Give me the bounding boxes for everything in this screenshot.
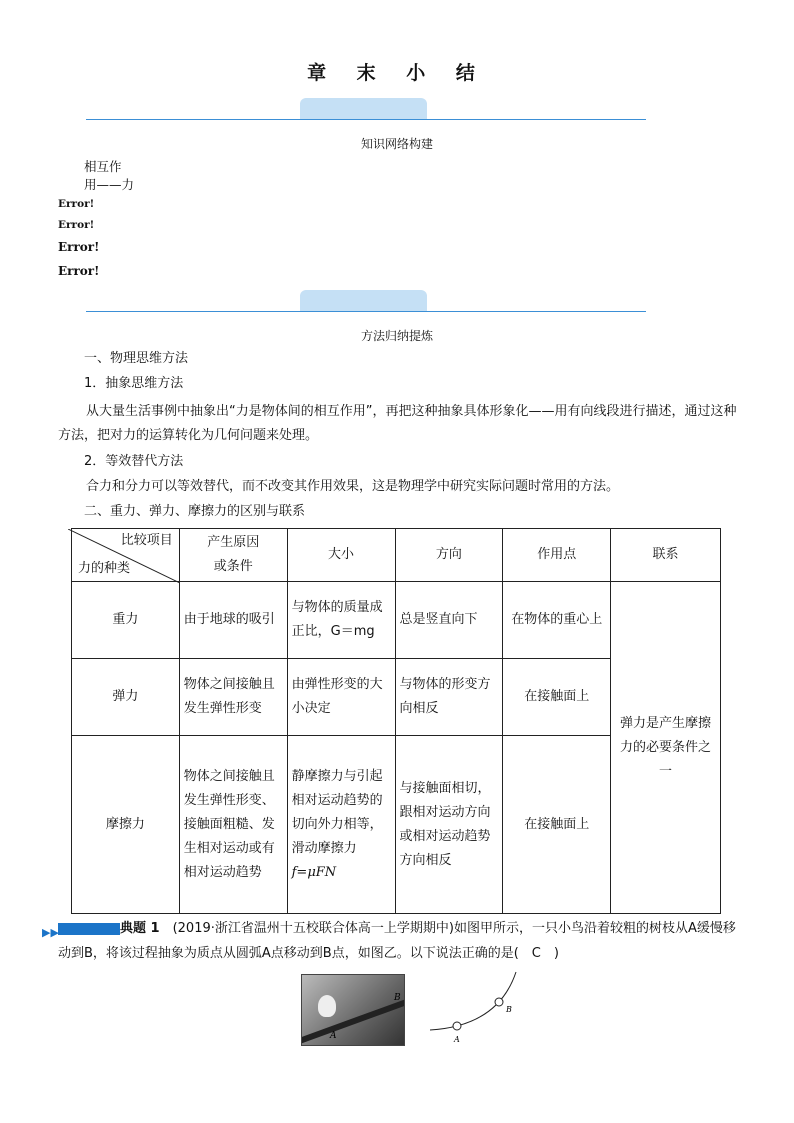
section-tab — [300, 290, 427, 311]
photo-label-b: B — [394, 993, 401, 1003]
figure-arc-diagram — [428, 968, 524, 1048]
page-title: 章 末 小 结 — [307, 62, 487, 84]
section-title-network: 知识网络构建 — [360, 137, 433, 151]
table-header-cause: 产生原因 或条件 — [179, 529, 287, 582]
example-1 — [42, 916, 738, 966]
row-size-cell — [287, 736, 395, 914]
friction-formula: f=μFN — [291, 864, 337, 880]
corner-bottom-label: 力的种类 — [78, 561, 131, 576]
section-title-methods: 方法归纳提炼 — [360, 329, 433, 343]
error-text: Error! — [58, 198, 95, 210]
arc-label-b: B — [506, 1005, 512, 1014]
row-name: 重力 — [72, 582, 180, 659]
corner-top-label: 比较项目 — [120, 533, 173, 548]
heading-2: 二、重力、弹力、摩擦力的区别与联系 — [84, 504, 306, 519]
row-name: 弹力 — [72, 659, 180, 736]
figure-bird-photo — [301, 974, 405, 1046]
network-line-2: 用——力 — [84, 177, 135, 192]
table-header-point: 作用点 — [503, 529, 611, 582]
row-size: 与物体的质量成正比，G＝mg — [287, 582, 395, 659]
comparison-table — [71, 528, 721, 914]
section-tab — [300, 98, 427, 119]
branch-shape — [301, 995, 405, 1045]
table-corner-cell — [72, 529, 180, 582]
row-point: 在接触面上 — [503, 736, 611, 914]
example-marker-icon: ▶▶ — [58, 923, 120, 935]
heading-1-1: 1．抽象思维方法 — [84, 376, 184, 391]
row-size: 由弹性形变的大小决定 — [287, 659, 395, 736]
relation-cell: 弹力是产生摩擦力的必要条件之一 — [611, 582, 721, 914]
row-point: 在接触面上 — [503, 659, 611, 736]
paragraph-abstract-thinking: 从大量生活事例中抽象出“力是物体间的相互作用”，再把这种抽象具体形象化——用有向线段进行描述，通过这种方法，把对力的运算转化为几何问题来处理。 — [58, 404, 737, 443]
arc-label-a: A — [454, 1035, 460, 1044]
network-line-1: 相互作 — [84, 159, 122, 174]
row-cause: 由于地球的吸引 — [179, 582, 287, 659]
table-header-relation: 联系 — [611, 529, 721, 582]
error-text: Error! — [58, 219, 95, 231]
heading-1-2: 2．等效替代方法 — [84, 454, 184, 469]
divider — [86, 311, 646, 312]
divider — [86, 119, 646, 120]
row-name: 摩擦力 — [72, 736, 180, 914]
photo-label-a: A — [330, 1031, 337, 1041]
table-header-row — [72, 529, 721, 582]
bird-shape — [318, 995, 336, 1017]
heading-1: 一、物理思维方法 — [84, 351, 189, 366]
row-direction: 与接触面相切，跟相对运动方向或相对运动趋势方向相反 — [395, 736, 503, 914]
table-header-size: 大小 — [287, 529, 395, 582]
row-point: 在物体的重心上 — [503, 582, 611, 659]
point-a-marker — [453, 1022, 461, 1030]
row-cause: 物体之间接触且发生弹性形变、接触面粗糙、发生相对运动或有相对运动趋势 — [179, 736, 287, 914]
example-label: 典题 1 — [120, 921, 160, 936]
example-text: (2019·浙江省温州十五校联合体高一上学期期中)如图甲所示，一只小鸟沿着较粗的树枝从A缓慢移动到B，将该过程抽象为质点从圆弧A点移动到B点，如图乙。以下说法正确的是( C ) — [58, 921, 736, 961]
paragraph-equivalent-substitution: 合力和分力可以等效替代，而不改变其作用效果，这是物理学中研究实际问题时常用的方法。 — [86, 479, 620, 494]
table-row-gravity — [72, 582, 721, 659]
point-b-marker — [495, 998, 503, 1006]
row-direction: 总是竖直向下 — [395, 582, 503, 659]
error-text: Error! — [58, 264, 100, 278]
row-size: 静摩擦力与引起相对运动趋势的切向外力相等，滑动摩擦力 — [291, 768, 383, 856]
table-header-direction: 方向 — [395, 529, 503, 582]
row-cause: 物体之间接触且发生弹性形变 — [179, 659, 287, 736]
row-direction: 与物体的形变方向相反 — [395, 659, 503, 736]
error-text: Error! — [58, 240, 100, 254]
